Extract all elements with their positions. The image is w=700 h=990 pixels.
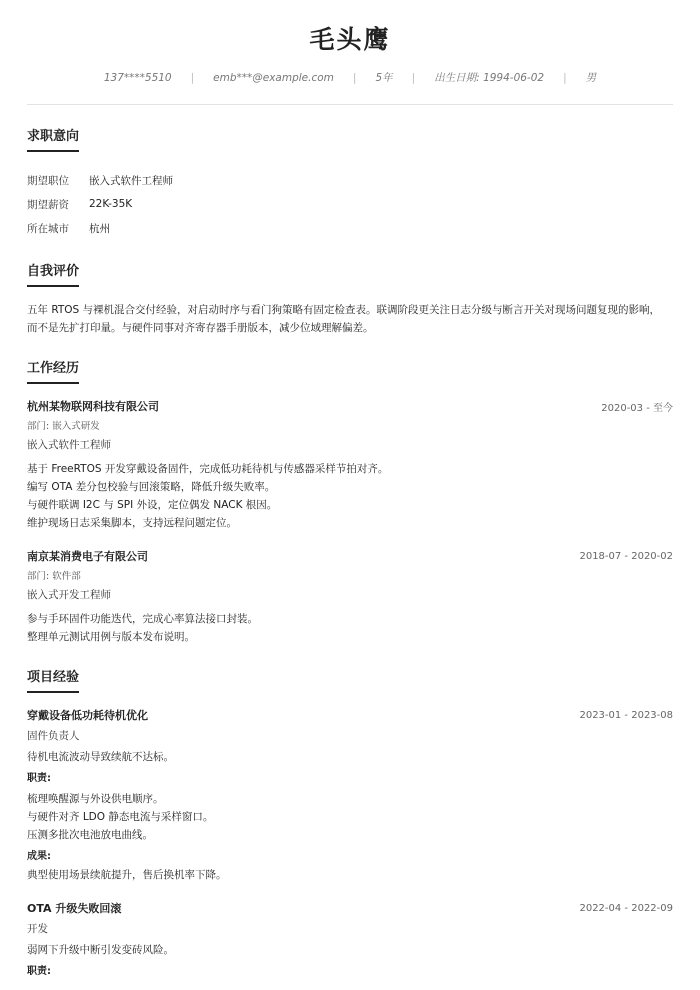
intent-label: 期望薪资 bbox=[27, 198, 69, 211]
job-title: 嵌入式开发工程师 bbox=[27, 589, 111, 601]
project-entry bbox=[27, 900, 673, 981]
separator: | bbox=[190, 71, 195, 84]
contact-bar bbox=[27, 70, 673, 85]
duty-label: 职责: bbox=[27, 966, 51, 977]
summary-line: 而不是先扩打印量。与硬件同事对齐寄存器手册版本，减少位域理解偏差。 bbox=[27, 322, 374, 334]
project-background: 待机电流波动导致续航不达标。 bbox=[27, 751, 174, 763]
section-title: 工作经历 bbox=[27, 357, 79, 384]
intent-value: 22K-35K bbox=[89, 198, 133, 210]
project-header bbox=[27, 707, 673, 723]
birth-date: 出生日期: 1994-06-02 bbox=[434, 72, 545, 84]
project-duty: 梳理唤醒源与外设供电顺序。 bbox=[27, 793, 164, 805]
section-title: 求职意向 bbox=[27, 125, 79, 152]
gender: 男 bbox=[585, 72, 597, 84]
project-name: OTA 升级失败回滚 bbox=[27, 902, 122, 915]
work-bullet: 与硬件联调 I2C 与 SPI 外设，定位偶发 NACK 根因。 bbox=[27, 499, 278, 511]
intent-list bbox=[27, 168, 673, 240]
candidate-name: 毛头鹰 bbox=[309, 25, 391, 54]
duty-label: 职责: bbox=[27, 773, 51, 784]
project-background: 弱网下升级中断引发变砖风险。 bbox=[27, 944, 174, 956]
work-bullet: 维护现场日志采集脚本，支持远程问题定位。 bbox=[27, 517, 237, 529]
work-bullet: 整理单元测试用例与版本发布说明。 bbox=[27, 631, 195, 643]
years-experience: 5年 bbox=[375, 72, 393, 84]
work-date-range: 2020-03 - 至今 bbox=[601, 402, 673, 414]
separator: | bbox=[352, 71, 357, 84]
project-header bbox=[27, 900, 673, 916]
work-entry-header bbox=[27, 548, 673, 564]
email-address: emb***@example.com bbox=[213, 71, 334, 84]
phone-number: 137****5510 bbox=[103, 71, 172, 84]
intent-label: 期望职位 bbox=[27, 174, 69, 187]
separator: | bbox=[563, 71, 567, 84]
section-title: 项目经验 bbox=[27, 666, 79, 693]
project-date-range: 2023-01 - 2023-08 bbox=[579, 709, 673, 721]
project-duties bbox=[27, 790, 673, 844]
project-result: 典型使用场景续航提升，售后换机率下降。 bbox=[27, 869, 227, 881]
intent-label: 所在城市 bbox=[27, 222, 69, 235]
project-role: 开发 bbox=[27, 923, 48, 935]
work-entry-header bbox=[27, 398, 673, 414]
work-bullets bbox=[27, 610, 673, 646]
result-label: 成果: bbox=[27, 851, 51, 862]
job-title: 嵌入式软件工程师 bbox=[27, 439, 111, 451]
section-title: 自我评价 bbox=[27, 260, 79, 287]
section-summary bbox=[27, 260, 673, 337]
separator: | bbox=[411, 71, 416, 84]
work-bullets bbox=[27, 460, 673, 532]
project-entry bbox=[27, 707, 673, 884]
work-entry bbox=[27, 548, 673, 646]
summary-text bbox=[27, 301, 673, 337]
work-bullet: 基于 FreeRTOS 开发穿戴设备固件，完成低功耗待机与传感器采样节拍对齐。 bbox=[27, 463, 389, 475]
work-entry bbox=[27, 398, 673, 532]
company-name: 杭州某物联网科技有限公司 bbox=[27, 400, 159, 413]
section-intent bbox=[27, 125, 673, 240]
work-date-range: 2018-07 - 2020-02 bbox=[579, 550, 673, 562]
project-role: 固件负责人 bbox=[27, 730, 80, 742]
project-date-range: 2022-04 - 2022-09 bbox=[579, 902, 673, 914]
work-bullet: 编写 OTA 差分包校验与回滚策略，降低升级失败率。 bbox=[27, 481, 276, 493]
intent-row bbox=[27, 168, 673, 192]
work-bullet: 参与手环固件功能迭代，完成心率算法接口封装。 bbox=[27, 613, 258, 625]
section-work bbox=[27, 357, 673, 646]
section-projects bbox=[27, 666, 673, 981]
summary-line: 五年 RTOS 与裸机混合交付经验，对启动时序与看门狗策略有固定检查表。联调阶段更关注日志分级与断言开关对现场问题复现的影响， bbox=[27, 304, 661, 316]
department: 部门: 软件部 bbox=[27, 571, 81, 582]
project-duty: 与硬件对齐 LDO 静态电流与采样窗口。 bbox=[27, 811, 214, 823]
intent-value: 嵌入式软件工程师 bbox=[89, 174, 173, 187]
project-name: 穿戴设备低功耗待机优化 bbox=[27, 709, 148, 722]
header-divider bbox=[27, 104, 673, 105]
intent-value: 杭州 bbox=[89, 222, 110, 235]
intent-row bbox=[27, 192, 673, 216]
project-duty: 压测多批次电池放电曲线。 bbox=[27, 829, 153, 841]
department: 部门: 嵌入式研发 bbox=[27, 421, 100, 432]
company-name: 南京某消费电子有限公司 bbox=[27, 550, 148, 563]
intent-row bbox=[27, 216, 673, 240]
